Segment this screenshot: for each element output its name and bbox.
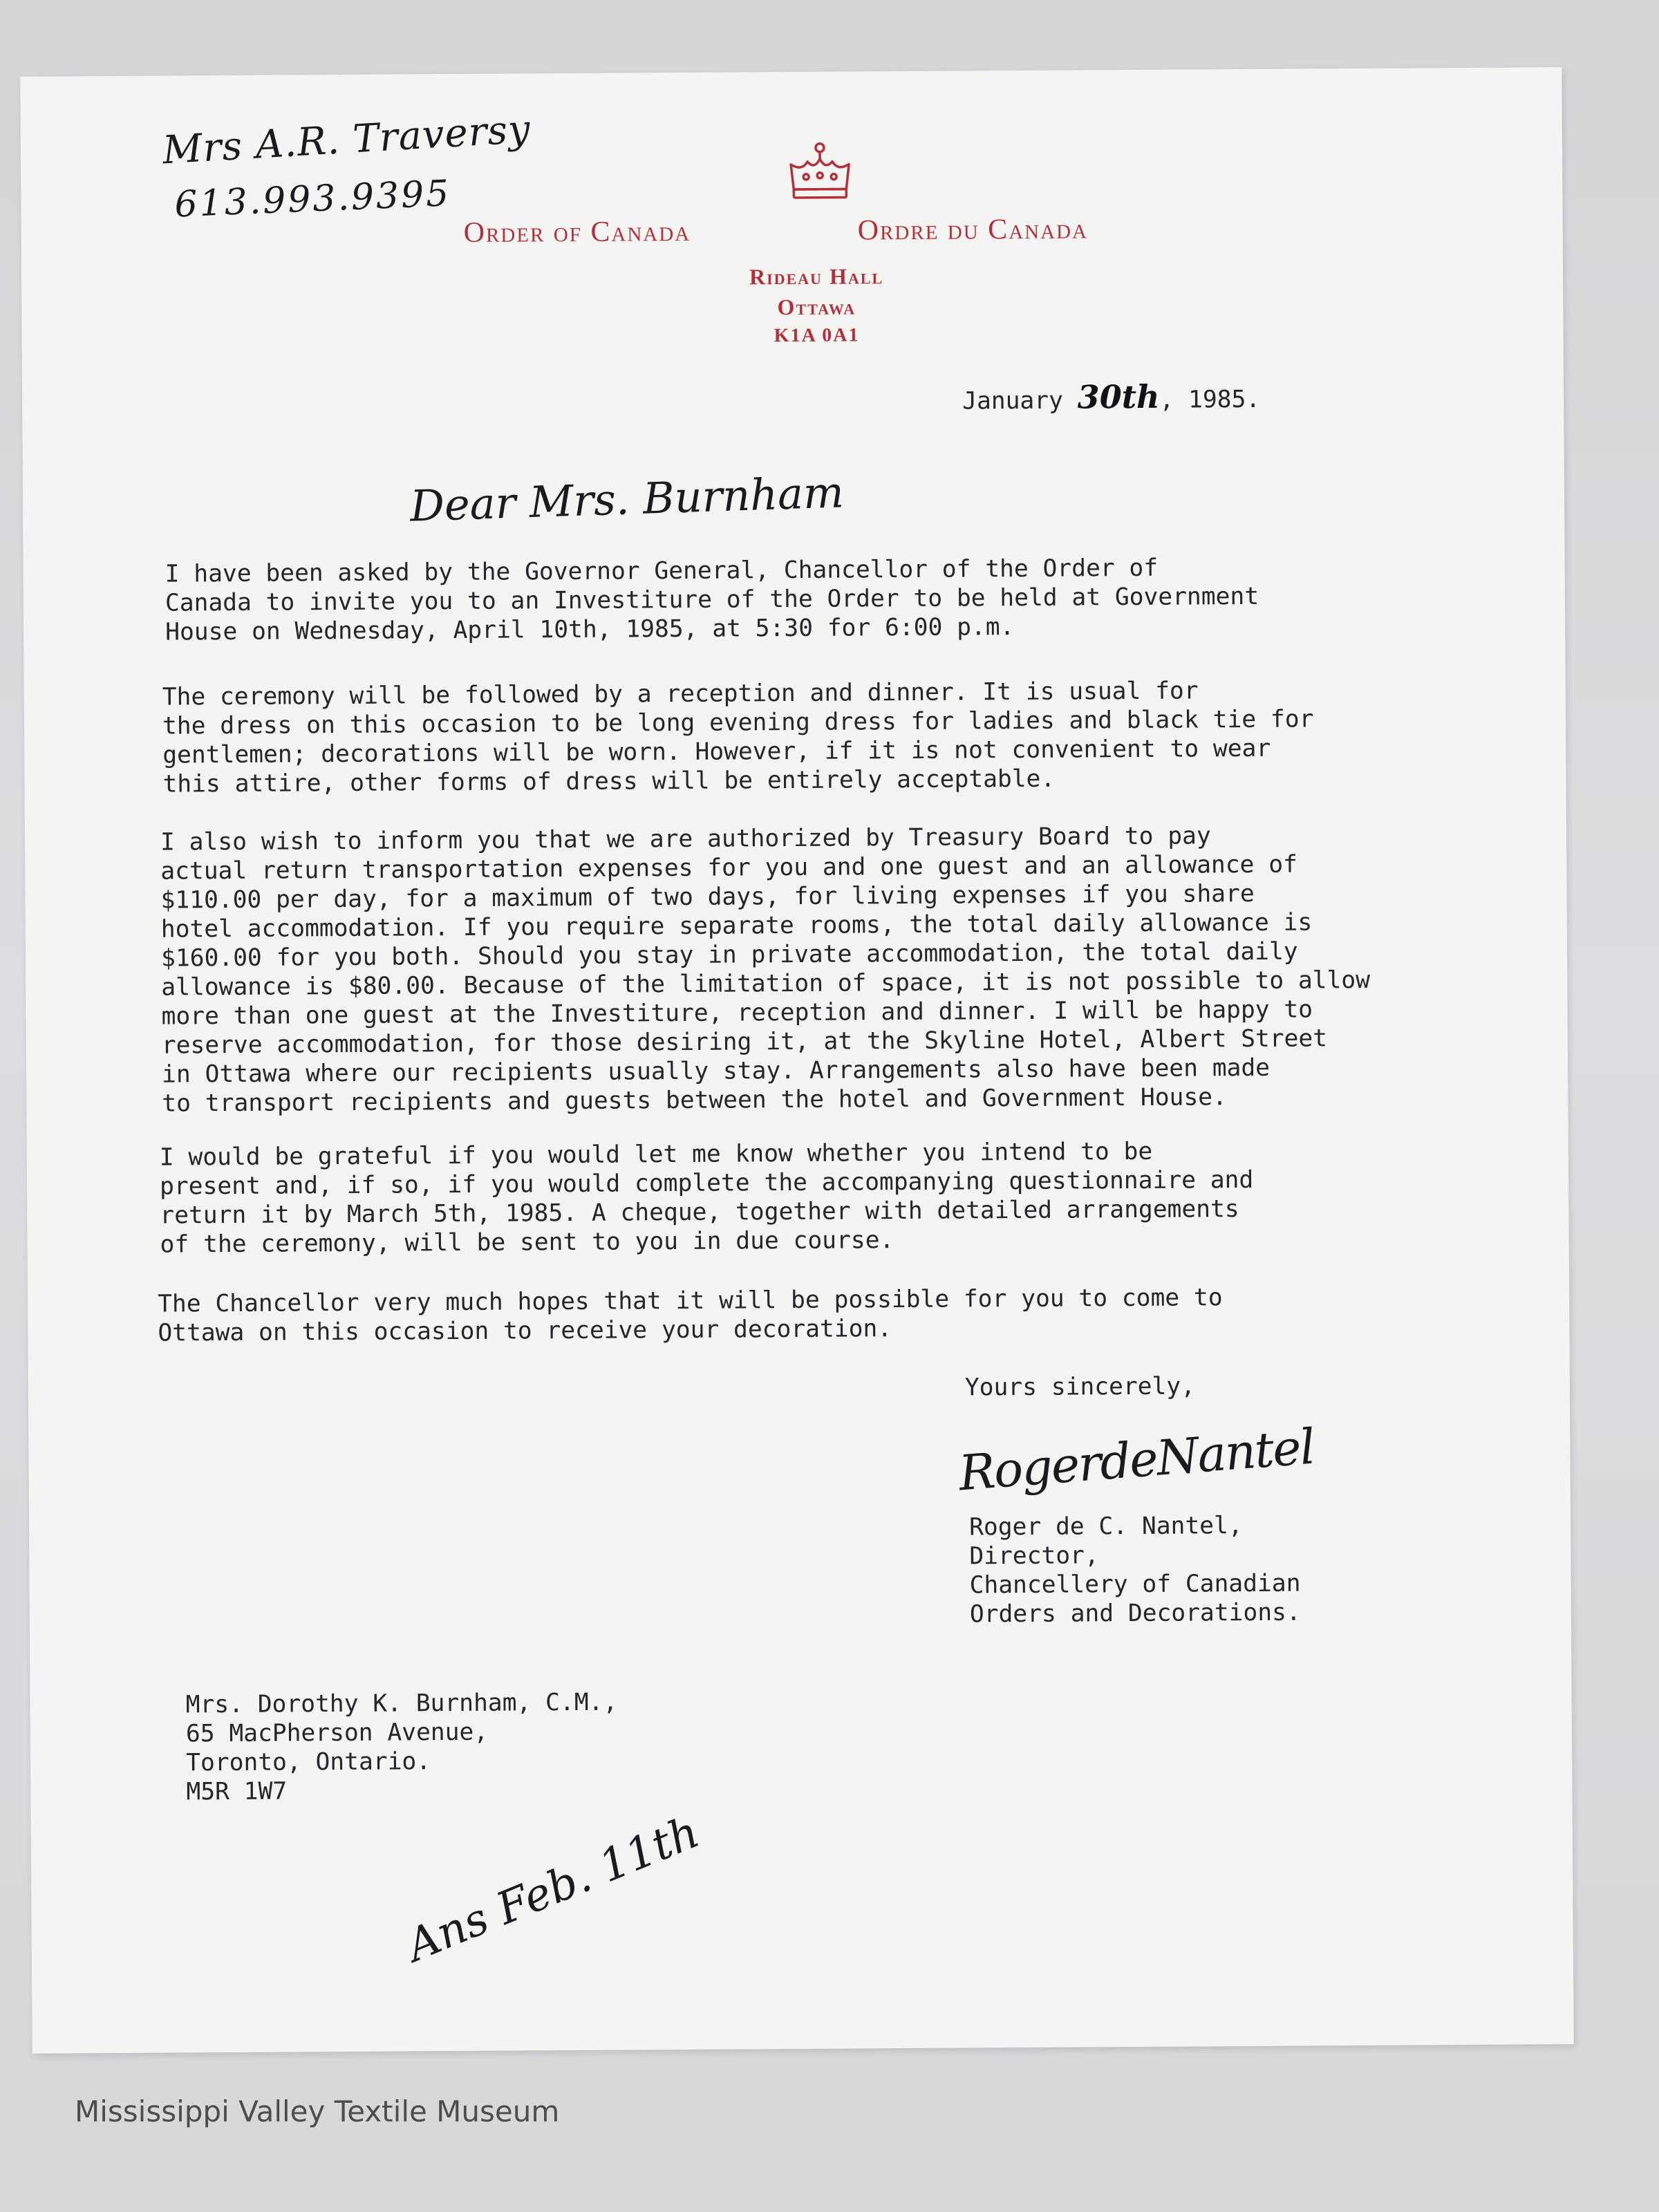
letter-sheet [20,67,1573,2054]
crown-icon [787,140,854,203]
letter-date [962,377,1261,416]
body-line: I have been asked by the Governor General, Chancellor of the Order of [165,554,1159,588]
body-line: actual return transportation expenses for you and one guest and an allowance of [160,850,1298,885]
body-line: hotel accommodation. If you require separate rooms, the total daily allowance is [160,908,1313,944]
body-line: The Chancellor very much hopes that it will be possible for you to come to [158,1284,1223,1318]
body-line: I also wish to inform you that we are authorized by Treasury Board to pay [160,822,1211,856]
body-line: present and, if so, if you would complete the accompanying questionnaire and [159,1165,1254,1201]
museum-watermark: Mississippi Valley Textile Museum [75,2094,560,2128]
handwritten-contact-name: Mrs A.R. Traversy [161,106,532,174]
address-line: Mrs. Dorothy K. Burnham, C.M., [185,1688,618,1719]
address-line: Toronto, Ontario. [186,1747,431,1777]
body-line: the dress on this occasion to be long evening dress for ladies and black tie for [162,705,1314,740]
handwritten-contact-phone: 613.993.9395 [174,173,452,226]
body-line: The ceremony will be followed by a reception and dinner. It is usual for [162,677,1199,711]
body-line: this attire, other forms of dress will be entirely acceptable. [162,765,1056,798]
body-line: $160.00 for you both. Should you stay in private accommodation, the total daily [160,937,1298,973]
body-paragraph-3 [160,821,1371,1118]
body-line: in Ottawa where our recipients usually stay. Arrangements also have been made [161,1053,1271,1089]
body-paragraph-2 [162,675,1314,798]
letterhead-address-line: Ottawa [777,294,856,320]
body-paragraph-5 [158,1283,1223,1347]
body-line: I would be grateful if you would let me know whether you intend to be [159,1137,1153,1172]
letterhead-postal-code: K1A 0A1 [774,324,860,347]
address-line: M5R 1W7 [186,1777,288,1806]
letterhead-french: Ordre du Canada [857,213,1089,247]
letterhead-address-line: Rideau Hall [749,263,884,290]
body-paragraph-1 [165,553,1259,647]
body-line: return it by March 5th, 1985. A cheque, together with detailed arrangements [160,1195,1239,1230]
body-line: to transport recipients and guests between the hotel and Government House. [162,1083,1227,1118]
body-line: allowance is $80.00. Because of the limitation of space, it is not possible to allow [161,966,1371,1002]
sender-block [969,1511,1301,1629]
address-line: 65 MacPherson Avenue, [185,1718,489,1748]
date-year: , 1985. [1159,385,1261,414]
body-line: of the ceremony, will be sent to you in due course. [160,1226,894,1259]
date-month: January [962,386,1064,415]
body-line: more than one guest at the Investiture, reception and dinner. I will be happy to [161,995,1313,1031]
date-day-handwritten: 30th [1077,377,1160,416]
body-line: Canada to invite you to an Investiture of the Order to be held at Government [165,582,1259,617]
signature: RogerdeNantel [957,1418,1316,1502]
body-line: $110.00 per day, for a maximum of two days, for living expenses if you share [160,879,1255,915]
sender-line: Director, [969,1541,1099,1571]
salutation: Dear Mrs. Burnham [409,467,845,532]
closing: Yours sincerely, [964,1372,1196,1402]
recipient-address [186,1688,619,1807]
sender-line: Chancellery of Canadian [969,1569,1301,1600]
body-line: gentlemen; decorations will be worn. However, if it is not convenient to wear [162,734,1271,769]
body-paragraph-4 [160,1136,1254,1259]
letterhead-english: Order of Canada [463,215,691,249]
body-line: Ottawa on this occasion to receive your decoration. [158,1315,892,1347]
sender-line: Roger de C. Nantel, [969,1512,1243,1541]
handwritten-answered-note: Ans Feb. 11th [400,1806,706,1972]
body-line: House on Wednesday, April 10th, 1985, at 5:30 for 6:00 p.m. [165,613,1015,646]
body-line: reserve accommodation, for those desiring it, at the Skyline Hotel, Albert Street [161,1024,1328,1060]
sender-line: Orders and Decorations. [969,1598,1301,1629]
